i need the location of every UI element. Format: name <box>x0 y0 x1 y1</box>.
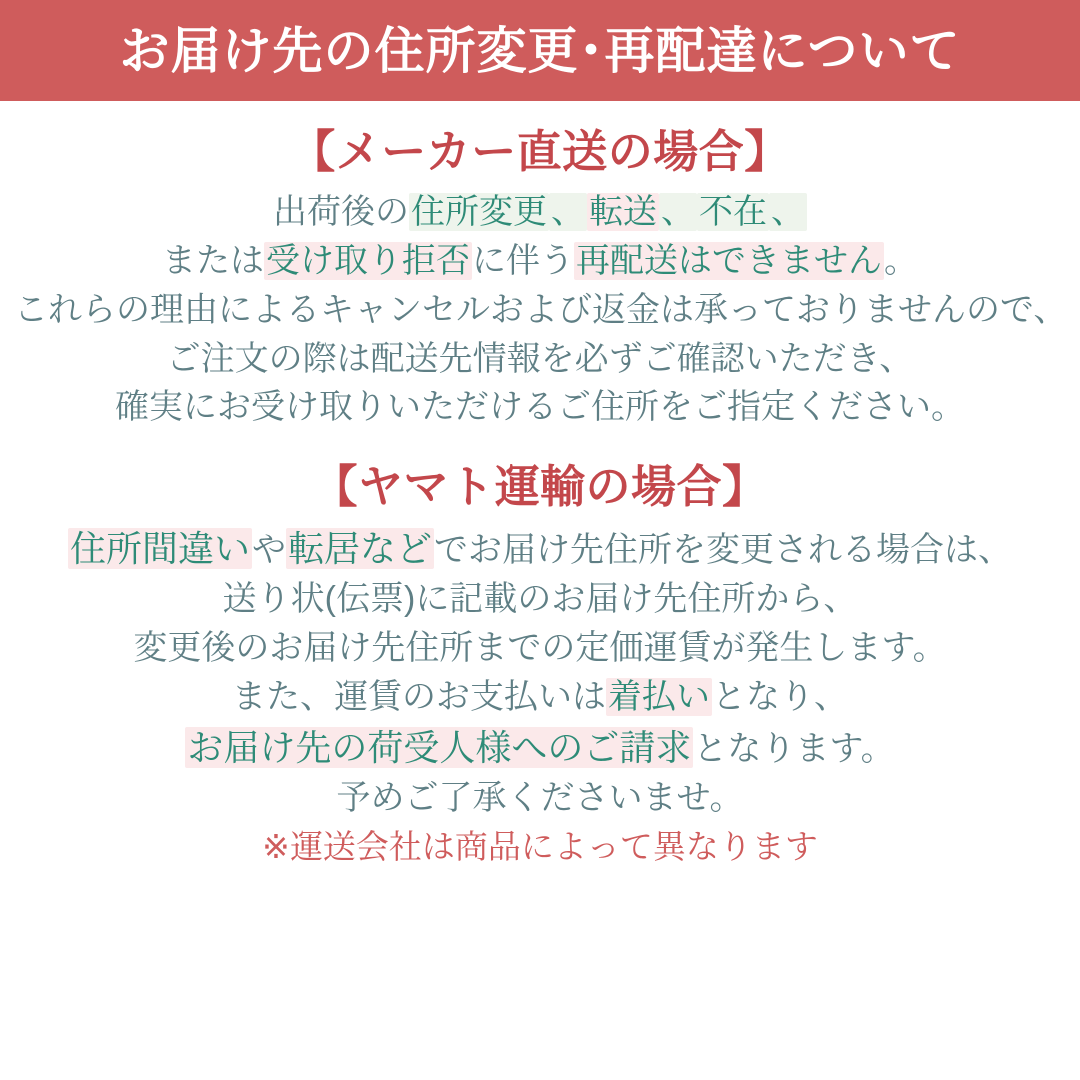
notice-line <box>14 626 1066 671</box>
notice-line <box>14 525 1066 573</box>
text-run: となります。 <box>693 729 895 768</box>
text-run-highlight: 転居など <box>288 528 433 570</box>
notice-line <box>14 724 1066 772</box>
text-run: また、運賃のお支払いは <box>232 677 606 716</box>
notice-content <box>0 101 1080 869</box>
text-run: ご注文の際は配送先情報を必ずご確認いただき、 <box>166 339 914 378</box>
text-run-highlight: 、 <box>551 192 585 231</box>
text-run-highlight: 着払い <box>608 677 710 716</box>
text-run: 予めご了承くださいませ。 <box>336 778 744 817</box>
text-run-highlight: 、 <box>771 192 805 231</box>
text-run: これらの理由によるキャンセルおよび返金は承っておりませんので、 <box>14 290 1068 329</box>
text-run: でお届け先住所を変更される場合は、 <box>434 531 1013 570</box>
text-run: や <box>252 531 286 570</box>
notice-line <box>14 385 1066 430</box>
text-run: 送り状(伝票)に記載のお届け先住所から、 <box>222 580 858 619</box>
section-heading-yamato: 【ヤマト運輸の場合】 <box>312 461 768 513</box>
notice-line <box>14 675 1066 720</box>
text-run: となり、 <box>712 677 848 716</box>
text-run-highlight: 転送 <box>589 192 657 231</box>
page-title: お届け先の住所変更･再配達について <box>119 22 961 79</box>
text-run-highlight: 不在 <box>699 192 767 231</box>
notice-line <box>14 337 1066 382</box>
text-run-highlight: 、 <box>661 192 695 231</box>
page-banner <box>0 0 1080 101</box>
text-run-highlight: お届け先の荷受人様へのご請求 <box>187 726 692 768</box>
text-run: に伴う <box>472 241 574 280</box>
text-run: 。 <box>884 241 918 280</box>
text-run: 出荷後の <box>273 192 409 231</box>
text-run: 確実にお受け取りいただけるご住所をご指定ください。 <box>115 388 965 427</box>
section-heading-maker-direct: 【メーカー直送の場合】 <box>290 126 790 177</box>
text-run-highlight: 住所変更 <box>411 192 547 231</box>
text-run: 変更後のお届け先住所までの定価運賃が発生します。 <box>133 628 947 667</box>
notice-line <box>14 190 1066 235</box>
notice-line <box>14 239 1066 284</box>
notice-line <box>14 776 1066 821</box>
shipping-company-note: ※運送会社は商品によって異なります <box>262 828 818 866</box>
text-run-highlight: 住所間違い <box>69 528 250 570</box>
notice-line <box>14 288 1066 333</box>
notice-line <box>14 577 1066 622</box>
text-run-highlight: 再配送はできません <box>576 241 882 280</box>
text-run: または <box>162 241 264 280</box>
text-run-highlight: 受け取り拒否 <box>266 241 470 280</box>
